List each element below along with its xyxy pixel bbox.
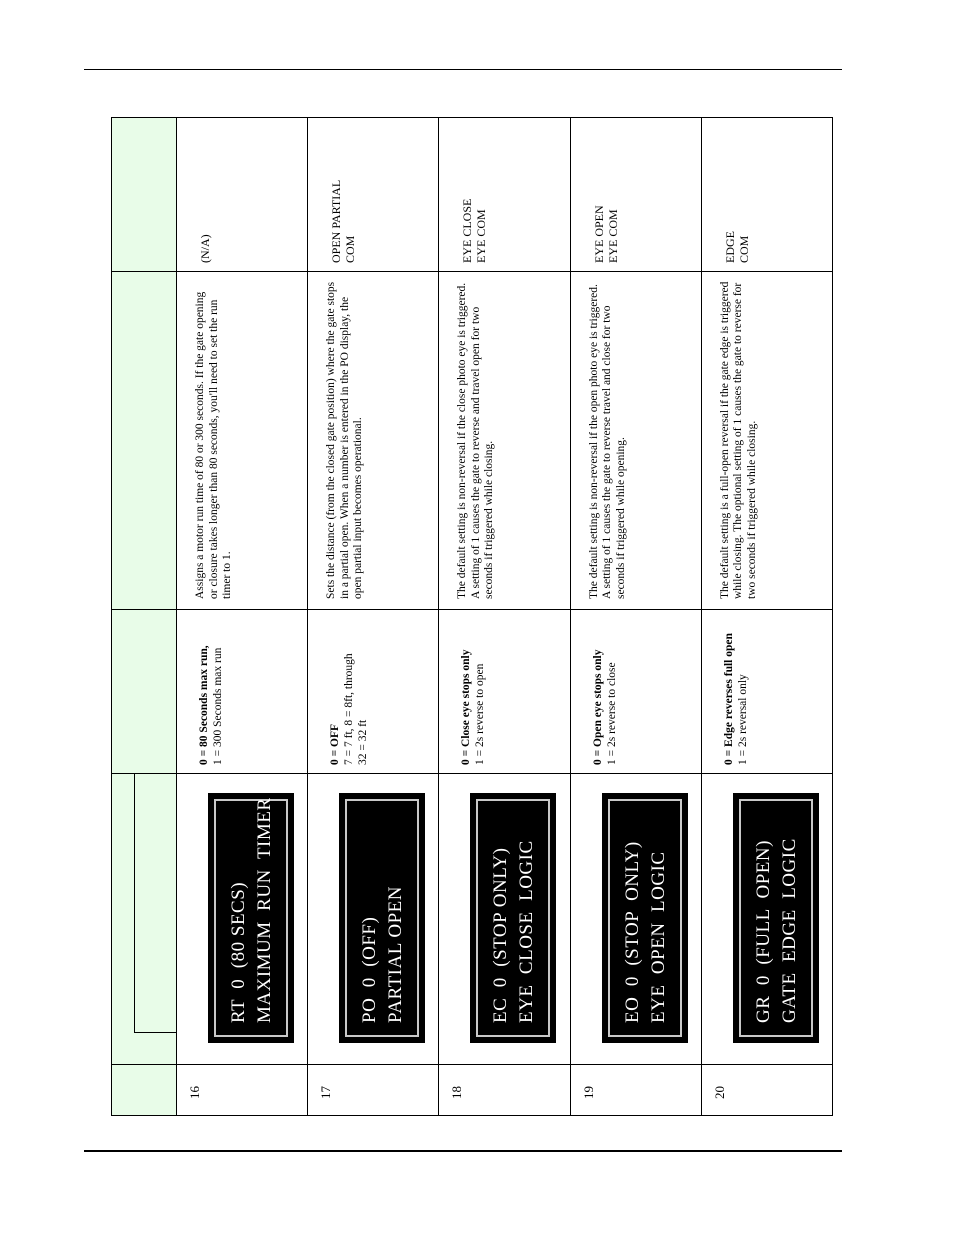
lcd-line-2: EYE CLOSE LOGIC [516,840,538,1023]
lcd-display [339,793,425,1043]
setting-number: 20 [701,1065,832,1116]
wiring-terminals [308,118,439,272]
lcd-line-2: PARTIAL OPEN [385,886,407,1023]
wiring-terminals [177,118,308,272]
settings-table [111,117,833,1116]
wiring-terminals [439,118,570,272]
option-default: 0 = Close eye stops only [460,649,473,765]
option-other: 1 = 300 Seconds max run [212,647,225,765]
table-row [701,118,832,1116]
option-values [570,610,701,774]
lcd-display-cell [177,774,308,1065]
option-values [177,610,308,774]
lcd-line-2: GATE EDGE LOGIC [778,838,800,1023]
option-extra: 32 = 32 ft [357,719,370,765]
table-header-row [112,118,177,1116]
wiring-line-1: EYE CLOSE [460,198,475,263]
lcd-line-1: RT 0 (80 SECS) [228,881,250,1023]
setting-number: 17 [308,1065,439,1116]
lcd-line-1: EO 0 (STOP ONLY) [621,841,643,1023]
wiring-terminals [701,118,832,272]
option-default: 0 = 80 Seconds max run, [198,645,211,765]
option-values [308,610,439,774]
setting-description: The default setting is a full-open reversal if the gate edge is triggered while closing. The optional setting of 1 causes the gate to reverse for two seconds if triggered while closing. [701,272,832,610]
setting-description: The default setting is non-reversal if the open photo eye is triggered. A setting of 1 causes the gate to reverse travel and close for two seconds if triggered while opening. [570,272,701,610]
wiring-terminals [570,118,701,272]
lcd-display-cell [439,774,570,1065]
wiring-line-1: EDGE [722,231,737,263]
option-default: 0 = Edge reverses full open [722,633,735,765]
option-values [701,610,832,774]
header-options [112,610,177,774]
lcd-line-2: EYE OPEN LOGIC [647,851,669,1023]
setting-number: 16 [177,1065,308,1116]
wiring-line-2: COM [736,235,751,263]
option-values [439,610,570,774]
lcd-display [208,793,294,1043]
wiring-line-2: COM [343,235,358,263]
header-rule [84,69,842,70]
wiring-line-1: EYE OPEN [591,205,606,263]
table-row [570,118,701,1116]
settings-table-rotated [111,118,833,1116]
lcd-line-1: PO 0 (OFF) [359,916,381,1023]
option-other: 1 = 2s reverse to open [474,663,487,765]
setting-description: The default setting is non-reversal if the close photo eye is triggered. A setting of 1 causes the gate to reverse and travel open for two seconds if triggered while closing. [439,272,570,610]
header-display-subcell [134,774,176,1033]
setting-description: Sets the distance (from the closed gate position) where the gate stops in a partial open. When a number is entered in the PO display, the open partial input becomes operational. [308,272,439,610]
setting-number: 19 [570,1065,701,1116]
lcd-display [470,793,556,1043]
lcd-display-cell [570,774,701,1065]
table-row [308,118,439,1116]
header-wiring [112,118,177,272]
wiring-line-2: EYE COM [605,209,620,263]
option-default: 0 = OFF [329,723,342,765]
header-number [112,1065,177,1116]
option-default: 0 = Open eye stops only [591,649,604,765]
lcd-line-1: EC 0 (STOP ONLY) [490,847,512,1023]
wiring-line-2: EYE COM [474,209,489,263]
lcd-line-2: MAXIMUM RUN TIMER [254,797,276,1023]
wiring-line-1: OPEN PARTIAL [329,179,344,263]
table-row [439,118,570,1116]
lcd-display [733,793,819,1043]
footer-rule [84,1150,842,1152]
option-other: 1 = 2s reversal only [736,674,749,765]
lcd-display [602,793,688,1043]
setting-number: 18 [439,1065,570,1116]
lcd-line-1: GR 0 (FULL OPEN) [752,840,774,1023]
lcd-display-cell [308,774,439,1065]
header-display [112,774,177,1065]
table-row [177,118,308,1116]
header-description [112,272,177,610]
lcd-display-cell [701,774,832,1065]
setting-description: Assigns a motor run time of 80 or 300 seconds. If the gate opening or closure takes longer than 80 seconds, you'll need to set the run timer to 1. [177,272,308,610]
option-other: 1 = 2s reverse to close [605,662,618,765]
option-other: 7 = 7 ft, 8 = 8ft, through [343,653,356,765]
wiring-line-1: (N/A) [198,234,213,263]
